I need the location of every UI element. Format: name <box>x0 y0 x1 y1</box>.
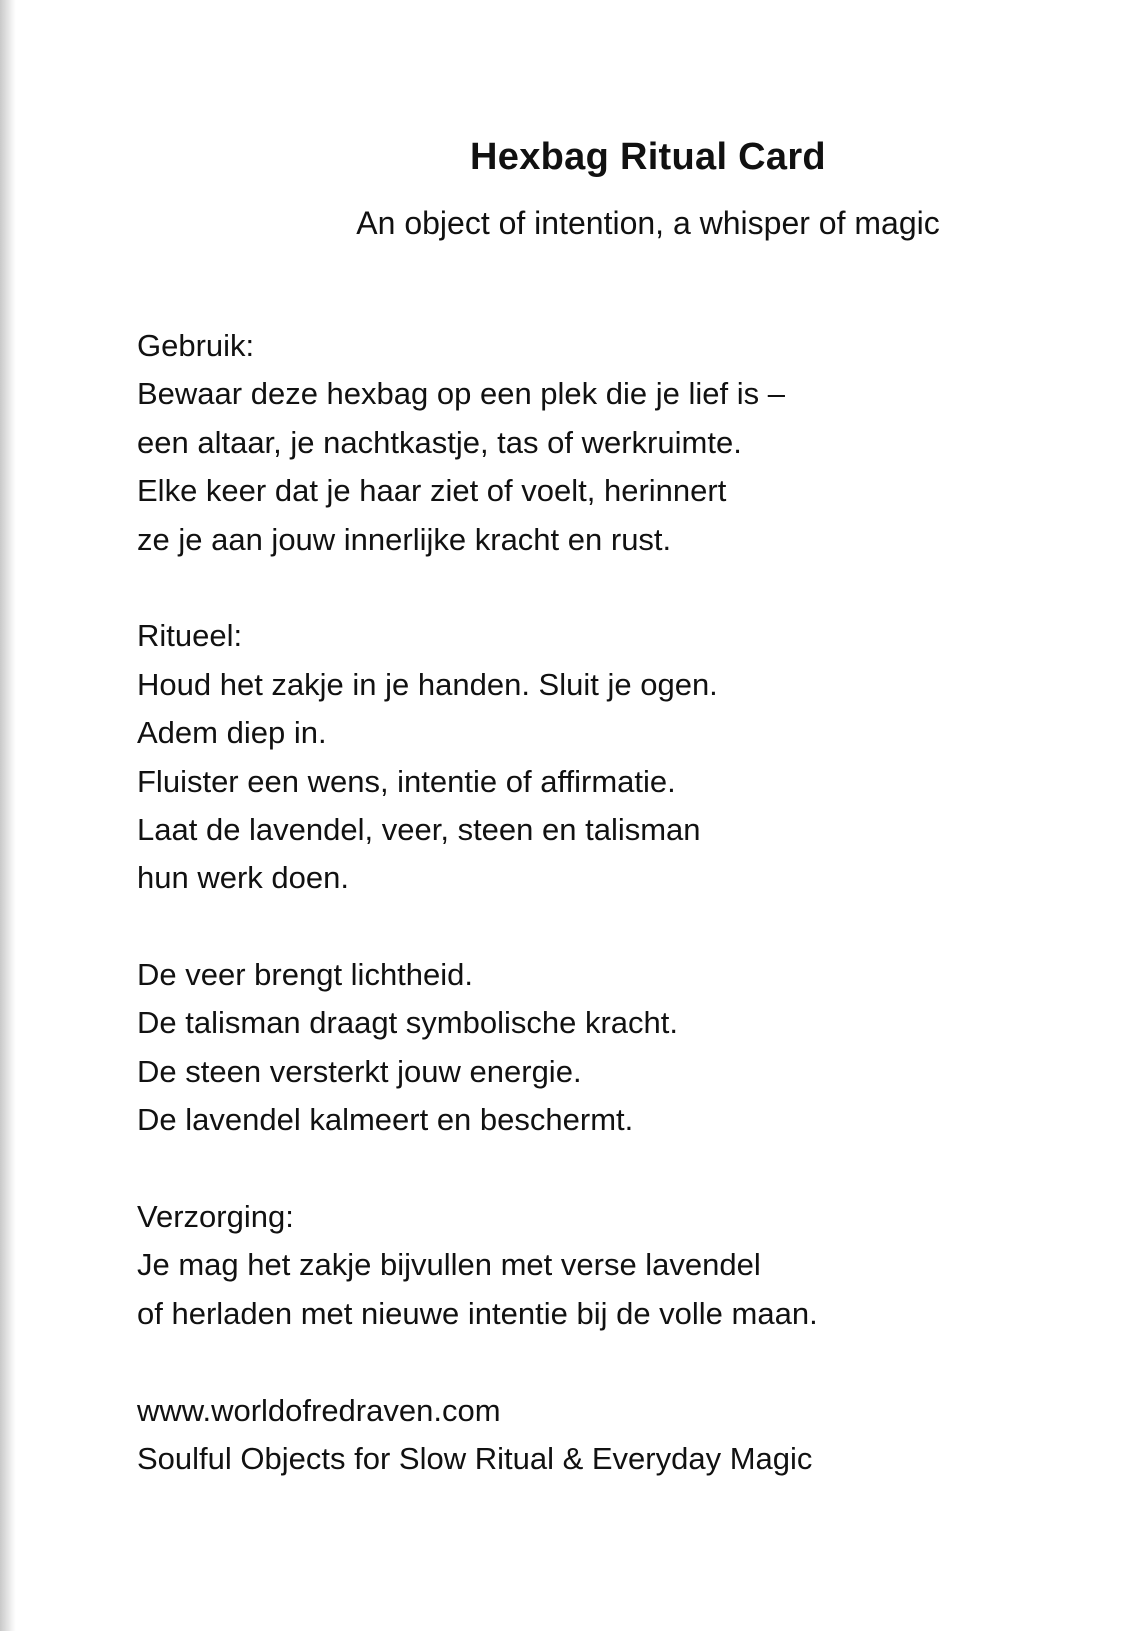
text-line: Fluister een wens, intentie of affirmatie. <box>137 763 676 799</box>
text-line: Elke keer dat je haar ziet of voelt, herinnert <box>137 473 727 509</box>
text-line: Adem diep in. <box>137 715 327 751</box>
text-line: Bewaar deze hexbag op een plek die je lief is – <box>137 376 785 412</box>
card-subtitle: An object of intention, a whisper of magic <box>356 205 940 241</box>
text-line: of herladen met nieuwe intentie bij de volle maan. <box>137 1295 818 1331</box>
text-line: Laat de lavendel, veer, steen en talisman <box>137 811 701 847</box>
text-line: een altaar, je nachtkastje, tas of werkruimte. <box>137 424 742 460</box>
text-line: De talisman draagt symbolische kracht. <box>137 1005 679 1041</box>
website-url: www.worldofredraven.com <box>137 1392 501 1428</box>
text-line: Je mag het zakje bijvullen met verse lavendel <box>137 1247 761 1283</box>
text-line: hun werk doen. <box>137 860 349 896</box>
section-heading-verzorging: Verzorging: <box>137 1199 294 1235</box>
paragraph-gap <box>137 903 1097 951</box>
section-heading-ritueel: Ritueel: <box>137 618 243 654</box>
paragraph-gap <box>137 564 1097 612</box>
card-body <box>137 322 1097 1483</box>
text-line: Houd het zakje in je handen. Sluit je ogen. <box>137 666 718 702</box>
card-title: Hexbag Ritual Card <box>470 136 826 178</box>
text-line: ze je aan jouw innerlijke kracht en rust. <box>137 521 672 557</box>
paragraph-gap <box>137 1338 1097 1386</box>
text-line: De veer brengt lichtheid. <box>137 957 474 993</box>
page-edge-shadow <box>0 0 16 1631</box>
text-line: De lavendel kalmeert en beschermt. <box>137 1102 634 1138</box>
text-line: De steen versterkt jouw energie. <box>137 1053 582 1089</box>
paragraph-gap <box>137 1145 1097 1193</box>
brand-tagline: Soulful Objects for Slow Ritual & Everyday Magic <box>137 1440 813 1476</box>
section-heading-gebruik: Gebruik: <box>137 328 255 363</box>
